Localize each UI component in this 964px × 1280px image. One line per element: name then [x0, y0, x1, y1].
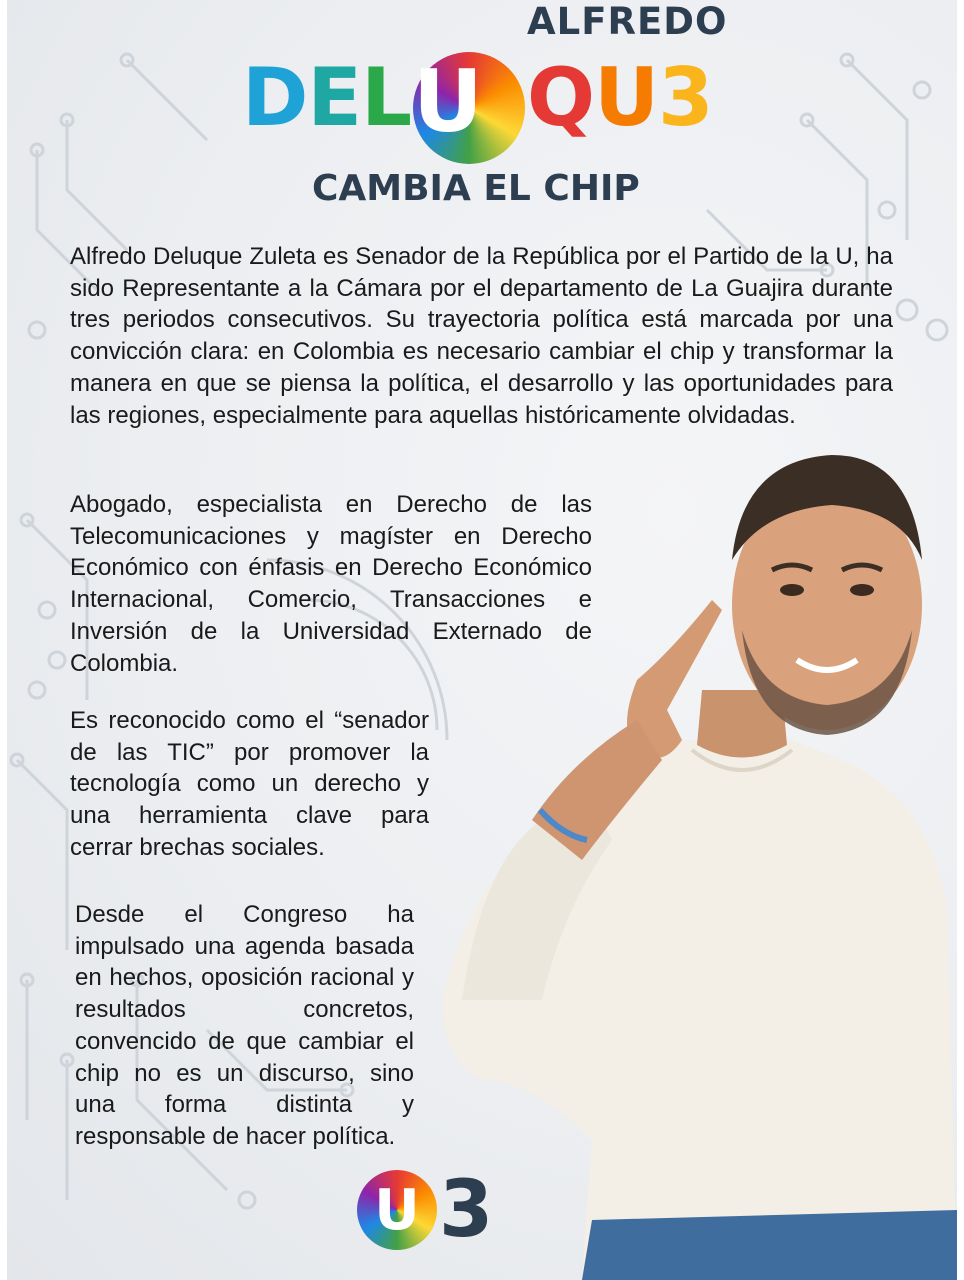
slogan: CAMBIA EL CHIP [312, 168, 640, 209]
candidate-first-name: ALFREDO [527, 0, 728, 43]
logo-letter: 3 [658, 51, 713, 144]
bio-paragraph-1: Alfredo Deluque Zuleta es Senador de la República por el Partido de la U, ha sido Representante a la Cámara por el departamento de La Guajira durante tres periodos consecutivos. Su trayectoria política está marcada por una convicción clara: en Colombia es necesario cambiar el chip y transformar la manera en que se piensa la política, el desarrollo y las oportunidades para las regiones, especialmente para aquellas históricamente olvidadas. [70, 243, 893, 429]
campaign-poster [7, 0, 957, 1280]
bio-paragraph-3: Es reconocido como el “senador de las TIC” por promover la tecnología como un derecho y una herramienta clave para cerrar brechas sociales. [70, 707, 429, 861]
deluque-logo [242, 48, 713, 152]
candidate-photo [422, 440, 957, 1280]
logo-letter: D [242, 51, 308, 144]
logo-u-rainbow-circle: U [413, 52, 525, 164]
logo-letter: Q [527, 51, 595, 144]
footer-number-three: 3 [439, 1165, 494, 1255]
footer-u3-logo [357, 1165, 494, 1255]
logo-letter: E [307, 51, 362, 144]
logo-letter: U [594, 51, 659, 144]
bio-paragraph-4: Desde el Congreso ha impulsado una agenda basada en hechos, oposición racional y resultados concretos, convencido de que cambiar el chip no es un discurso, sino una forma distinta y responsable de hacer política. [75, 901, 414, 1150]
logo-letter: L [361, 51, 412, 144]
footer-u-rainbow-circle: U [357, 1170, 437, 1250]
bio-paragraph-2: Abogado, especialista en Derecho de las Telecomunicaciones y magíster en Derecho Económico con énfasis en Derecho Económico Internacional, Comercio, Transacciones e Inversión de la Universidad Externado de Colombia. [70, 491, 592, 677]
